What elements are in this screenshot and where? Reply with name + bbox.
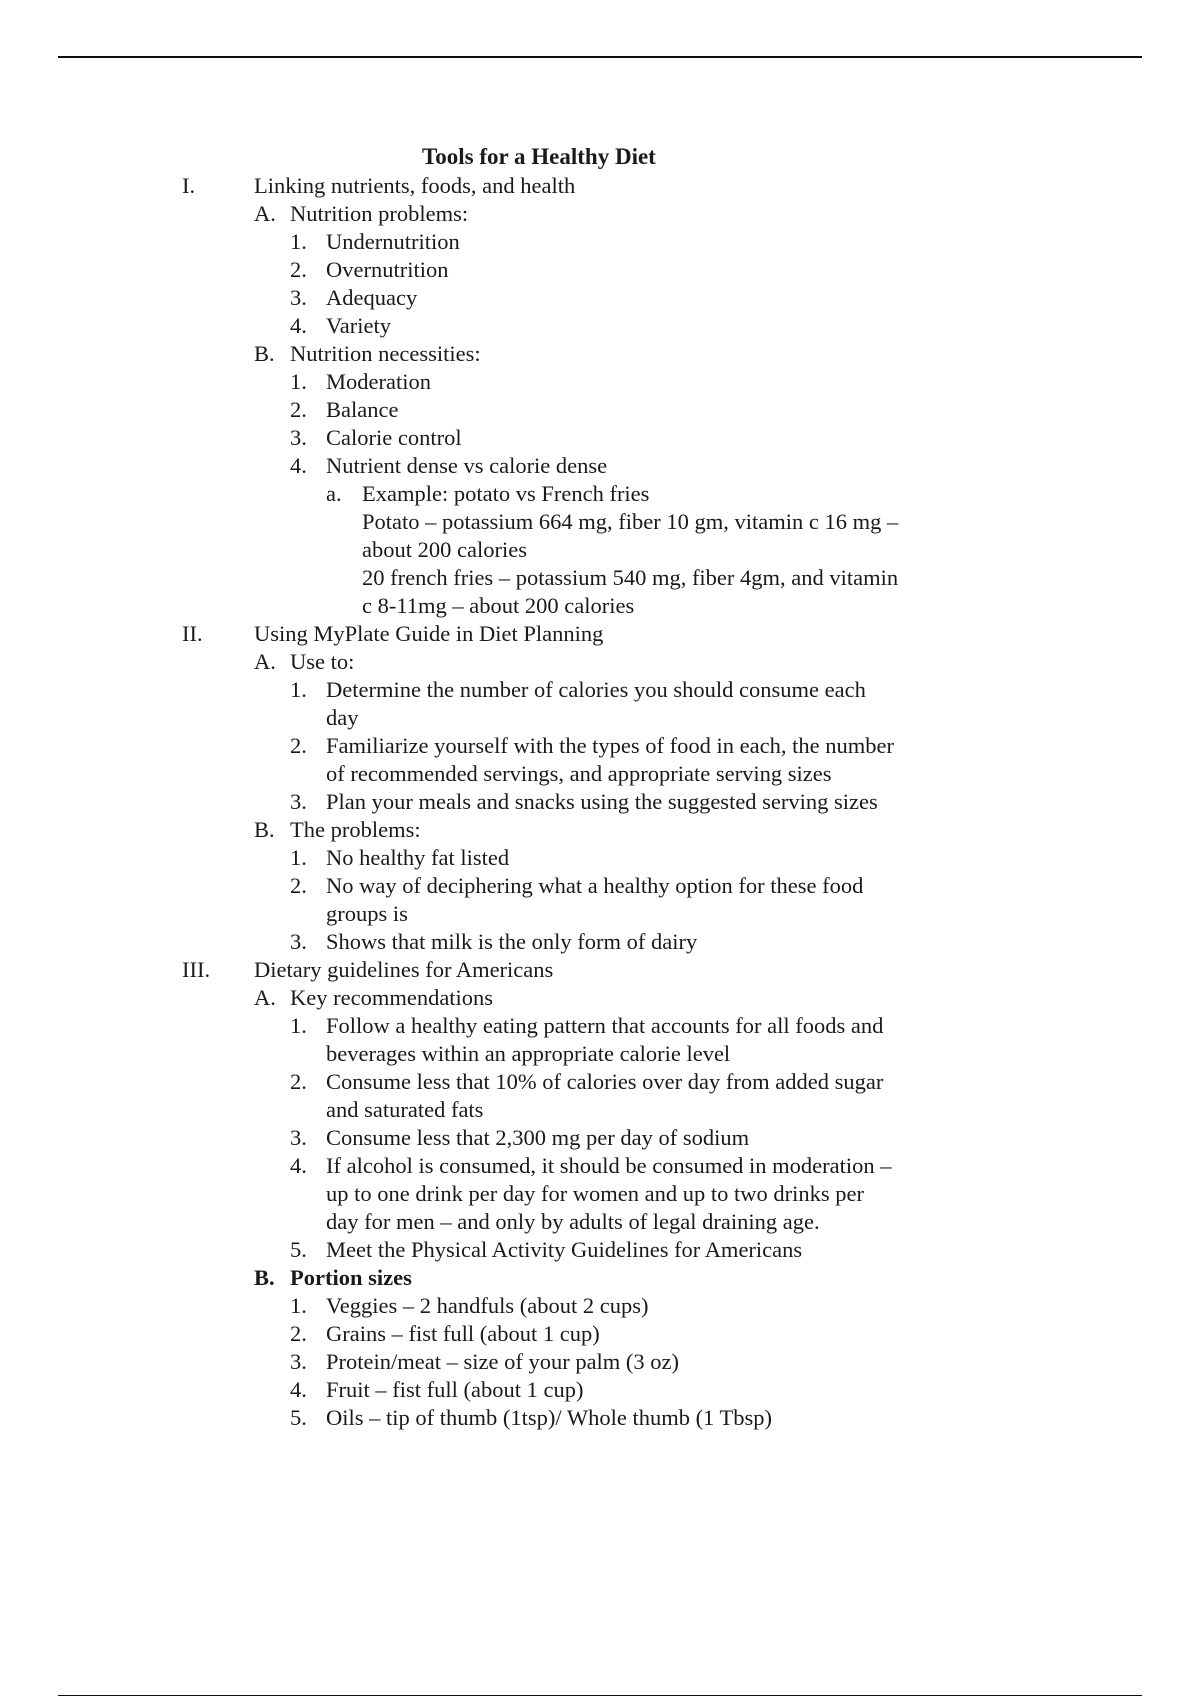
- list-item-text: Grains – fist full (about 1 cup): [326, 1321, 600, 1346]
- subsection-heading: Key recommendations: [290, 985, 494, 1010]
- list-item-text: Veggies – 2 handfuls (about 2 cups): [326, 1293, 649, 1318]
- section-numeral: II.: [182, 621, 203, 646]
- list-item-number: 1.: [290, 1293, 307, 1318]
- list-item-text: beverages within an appropriate calorie level: [326, 1041, 731, 1066]
- list-item-text: Adequacy: [326, 285, 418, 310]
- list-item-text: No healthy fat listed: [326, 845, 510, 870]
- list-item-number: 3.: [290, 929, 307, 954]
- list-item-number: 3.: [290, 425, 307, 450]
- subsection-letter: A.: [254, 201, 276, 226]
- list-item-text: Balance: [326, 397, 399, 422]
- list-item-text: Moderation: [326, 369, 431, 394]
- list-item-number: 1.: [290, 677, 307, 702]
- list-item-text: of recommended servings, and appropriate serving sizes: [326, 761, 832, 786]
- list-item-number: 3.: [290, 1125, 307, 1150]
- section-numeral: III.: [182, 957, 211, 982]
- list-item-number: 2.: [290, 257, 307, 282]
- list-item-text: Undernutrition: [326, 229, 460, 254]
- list-item-text: Fruit – fist full (about 1 cup): [326, 1377, 584, 1402]
- subsection-heading: Portion sizes: [290, 1265, 412, 1290]
- list-item-text: day: [326, 705, 359, 730]
- list-item-text: Consume less that 10% of calories over day from added sugar: [326, 1069, 884, 1094]
- list-item-text: Follow a healthy eating pattern that accounts for all foods and: [326, 1013, 884, 1038]
- subsection-heading: Nutrition necessities:: [290, 341, 481, 366]
- list-item-text: Variety: [326, 313, 391, 338]
- subsection-letter: A.: [254, 649, 276, 674]
- list-item-number: 2.: [290, 397, 307, 422]
- list-item-number: 3.: [290, 285, 307, 310]
- subsection-heading: Use to:: [290, 649, 355, 674]
- list-item-number: 5.: [290, 1237, 307, 1262]
- list-item-number: 2.: [290, 733, 307, 758]
- list-item-number: 2.: [290, 1321, 307, 1346]
- list-item-text: Oils – tip of thumb (1tsp)/ Whole thumb (1 Tbsp): [326, 1405, 773, 1430]
- subitem-text: Example: potato vs French fries: [362, 481, 650, 506]
- section-heading: Linking nutrients, foods, and health: [254, 173, 576, 198]
- list-item-number: 4.: [290, 1153, 307, 1178]
- subsection-letter: B.: [254, 341, 275, 366]
- subsection-heading: Nutrition problems:: [290, 201, 469, 226]
- subsection-letter: A.: [254, 985, 276, 1010]
- list-item-text: Plan your meals and snacks using the suggested serving sizes: [326, 789, 878, 814]
- list-item-text: day for men – and only by adults of legal draining age.: [326, 1209, 820, 1234]
- list-item-number: 2.: [290, 1069, 307, 1094]
- list-item-number: 1.: [290, 1013, 307, 1038]
- list-item-number: 3.: [290, 789, 307, 814]
- list-item-number: 3.: [290, 1349, 307, 1374]
- list-item-number: 4.: [290, 1377, 307, 1402]
- subitem-text: about 200 calories: [362, 537, 527, 562]
- subsection-letter: B.: [254, 1265, 275, 1290]
- list-item-text: Nutrient dense vs calorie dense: [326, 453, 608, 478]
- list-item-text: up to one drink per day for women and up to two drinks per: [326, 1181, 865, 1206]
- top-rule: [58, 56, 1142, 58]
- list-item-number: 4.: [290, 313, 307, 338]
- list-item-text: Familiarize yourself with the types of food in each, the number: [326, 733, 894, 758]
- list-item-number: 2.: [290, 873, 307, 898]
- list-item-number: 1.: [290, 845, 307, 870]
- subsection-letter: B.: [254, 817, 275, 842]
- list-item-text: Shows that milk is the only form of dairy: [326, 929, 698, 954]
- bottom-rule: [58, 1695, 1142, 1696]
- list-item-text: Meet the Physical Activity Guidelines for Americans: [326, 1237, 803, 1262]
- section-numeral: I.: [182, 173, 196, 198]
- subitem-text: c 8-11mg – about 200 calories: [362, 593, 635, 618]
- subitem-text: Potato – potassium 664 mg, fiber 10 gm, vitamin c 16 mg –: [362, 509, 899, 534]
- list-item-number: 1.: [290, 229, 307, 254]
- subsection-heading: The problems:: [290, 817, 421, 842]
- page-title: Tools for a Healthy Diet: [422, 144, 656, 169]
- list-item-text: Determine the number of calories you should consume each: [326, 677, 866, 702]
- list-item-number: 1.: [290, 369, 307, 394]
- list-item-number: 4.: [290, 453, 307, 478]
- list-item-text: Calorie control: [326, 425, 462, 450]
- list-item-text: If alcohol is consumed, it should be consumed in moderation –: [326, 1153, 892, 1178]
- list-item-number: 5.: [290, 1405, 307, 1430]
- subitem-text: 20 french fries – potassium 540 mg, fiber 4gm, and vitamin: [362, 565, 899, 590]
- list-item-text: Protein/meat – size of your palm (3 oz): [326, 1349, 680, 1374]
- list-item-text: Consume less that 2,300 mg per day of sodium: [326, 1125, 750, 1150]
- list-item-text: Overnutrition: [326, 257, 449, 282]
- list-item-text: and saturated fats: [326, 1097, 484, 1122]
- subitem-letter: a.: [326, 481, 342, 506]
- section-heading: Using MyPlate Guide in Diet Planning: [254, 621, 604, 646]
- list-item-text: groups is: [326, 901, 408, 926]
- section-heading: Dietary guidelines for Americans: [254, 957, 554, 982]
- list-item-text: No way of deciphering what a healthy option for these food: [326, 873, 864, 898]
